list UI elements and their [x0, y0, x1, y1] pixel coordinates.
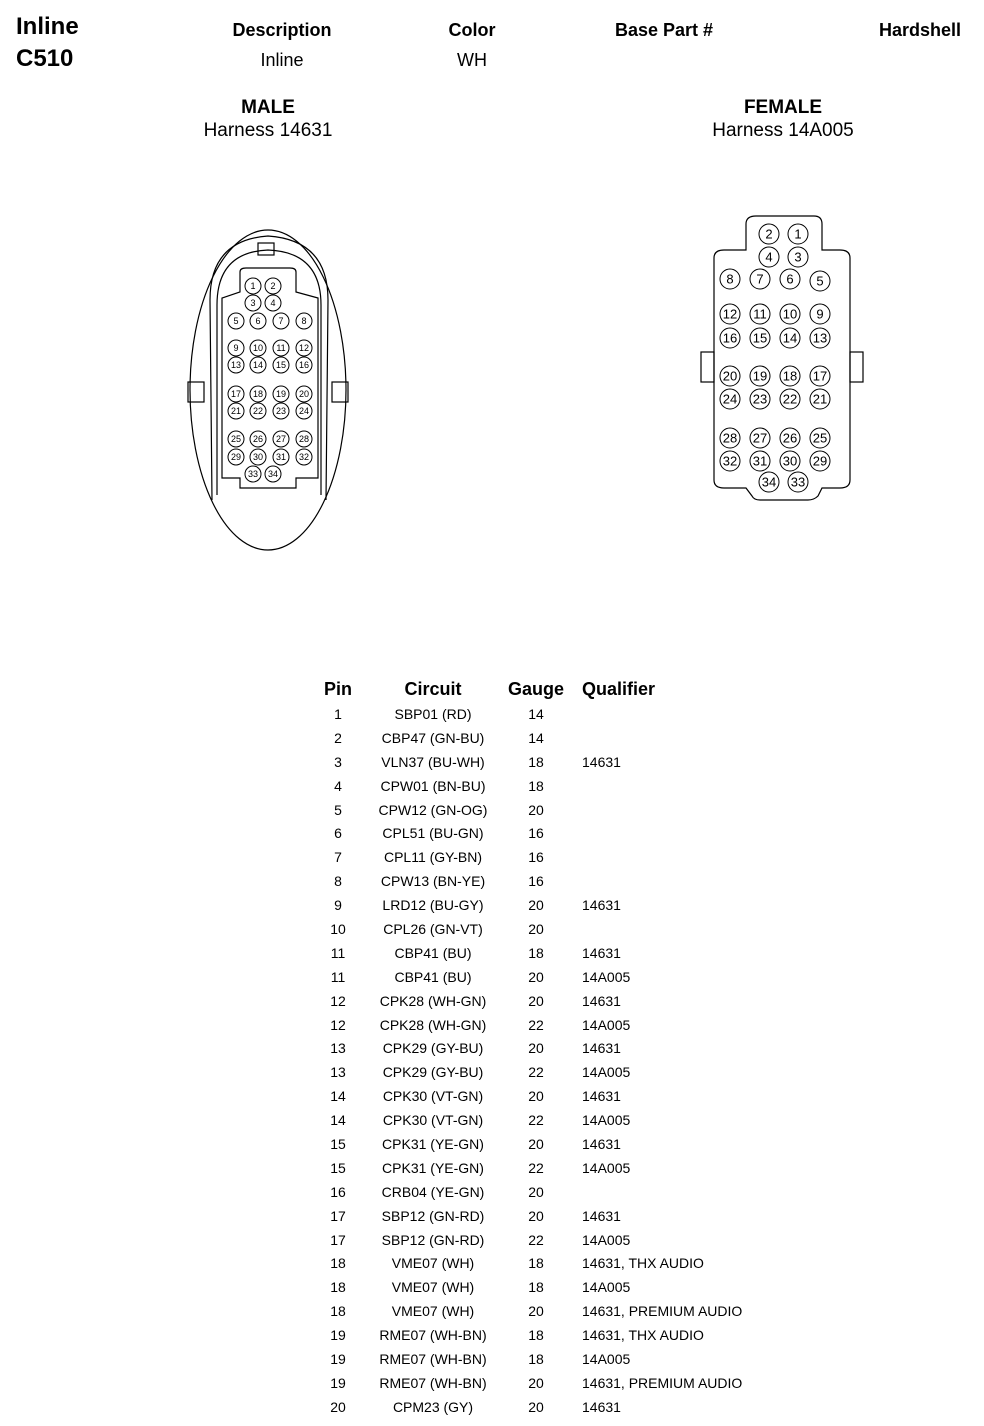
pin-number: 23	[275, 406, 287, 417]
gauge-cell: 20	[528, 1303, 544, 1320]
pin-cell: 2	[334, 729, 342, 746]
gauge-cell: 20	[528, 968, 544, 985]
pin-number: 1	[250, 281, 256, 292]
gauge-cell: 22	[528, 1064, 544, 1081]
pin-number: 5	[816, 273, 824, 289]
header-circuit: Circuit	[404, 678, 462, 699]
qualifier-cell	[570, 821, 782, 845]
pin-cell: 18	[330, 1303, 346, 1320]
description-value: Inline	[260, 50, 304, 70]
connector-type: Inline	[16, 13, 79, 40]
pin-cell: 20	[330, 1398, 346, 1415]
pin-cell: 17	[330, 1207, 346, 1224]
pin-number: 31	[752, 453, 768, 469]
male-connector-diagram	[180, 210, 360, 560]
pin-number: 28	[722, 430, 738, 446]
pin-number: 4	[765, 249, 773, 265]
hardshell-label: Hardshell	[878, 20, 962, 40]
pin-cell: 6	[334, 825, 342, 842]
circuit-cell: CPK31 (YE-GN)	[382, 1159, 484, 1176]
circuit-cell: CPL11 (GY-BN)	[383, 849, 483, 866]
pin-number: 11	[753, 306, 767, 322]
pin-number: 15	[275, 360, 287, 371]
circuit-cell: CRB04 (YE-GN)	[381, 1183, 485, 1200]
pin-number: 29	[230, 452, 242, 463]
gauge-cell: 22	[528, 1016, 544, 1033]
pin-number: 12	[722, 306, 738, 322]
circuit-cell: VLN37 (BU-WH)	[381, 753, 485, 770]
circuit-cell: RME07 (WH-BN)	[379, 1350, 487, 1367]
table-row	[312, 1060, 782, 1084]
pin-number: 34	[761, 474, 777, 490]
female-connector-diagram	[695, 210, 870, 510]
gauge-cell: 20	[528, 897, 544, 914]
circuit-cell: CBP47 (GN-BU)	[381, 729, 485, 746]
pin-cell: 10	[330, 920, 346, 937]
qualifier-cell: 14631	[582, 897, 621, 914]
gauge-cell: 18	[528, 753, 544, 770]
table-row	[312, 774, 782, 798]
circuit-cell: RME07 (WH-BN)	[379, 1374, 487, 1391]
pin-number: 2	[765, 226, 773, 242]
circuit-cell: CBP41 (BU)	[394, 944, 472, 961]
pin-number: 13	[230, 360, 242, 371]
circuit-cell: LRD12 (BU-GY)	[382, 897, 484, 914]
table-row	[312, 1347, 782, 1371]
pin-number: 21	[230, 406, 242, 417]
circuit-cell: VME07 (WH)	[391, 1303, 475, 1320]
gauge-cell: 20	[528, 992, 544, 1009]
pin-number: 26	[252, 434, 264, 445]
pin-number: 28	[298, 434, 310, 445]
qualifier-cell	[570, 869, 782, 893]
pin-number: 34	[267, 469, 279, 480]
pin-number: 18	[252, 389, 264, 400]
circuit-cell: CPW12 (GN-OG)	[378, 801, 488, 818]
table-row	[312, 869, 782, 893]
pin-number: 25	[230, 434, 242, 445]
female-pins	[720, 224, 830, 492]
pin-cell: 17	[330, 1231, 346, 1248]
circuit-cell: CPK29 (GY-BU)	[382, 1064, 484, 1081]
table-row	[312, 1180, 782, 1204]
qualifier-cell	[570, 726, 782, 750]
pin-number: 7	[278, 316, 284, 327]
qualifier-cell	[570, 1180, 782, 1204]
circuit-cell: SBP12 (GN-RD)	[381, 1207, 485, 1224]
qualifier-cell: 14631, PREMIUM AUDIO	[582, 1374, 743, 1391]
base-part-label: Base Part #	[614, 20, 714, 40]
header-pin: Pin	[323, 678, 352, 699]
gauge-cell: 22	[528, 1159, 544, 1176]
pin-cell: 7	[334, 849, 342, 866]
table-row	[312, 1251, 782, 1275]
pin-number: 10	[782, 306, 798, 322]
gauge-cell: 14	[528, 729, 544, 746]
pin-number: 11	[276, 343, 286, 354]
gauge-cell: 18	[528, 777, 544, 794]
pin-table-body	[312, 702, 782, 1419]
pin-number: 26	[782, 430, 798, 446]
circuit-cell: CPK28 (WH-GN)	[379, 1016, 487, 1033]
qualifier-cell: 14631	[582, 1207, 621, 1224]
pin-cell: 19	[330, 1327, 346, 1344]
pin-cell: 3	[334, 753, 342, 770]
qualifier-cell	[570, 917, 782, 941]
pin-number: 8	[301, 316, 307, 327]
gauge-cell: 18	[528, 1327, 544, 1344]
pin-number: 22	[782, 391, 798, 407]
pin-cell: 8	[334, 873, 342, 890]
pin-number: 32	[298, 452, 310, 463]
table-row	[312, 726, 782, 750]
gauge-cell: 22	[528, 1112, 544, 1129]
table-row	[312, 750, 782, 774]
circuit-cell: CPK29 (GY-BU)	[382, 1040, 484, 1057]
gauge-cell: 22	[528, 1231, 544, 1248]
pin-cell: 14	[330, 1088, 346, 1105]
gauge-cell: 18	[528, 1350, 544, 1367]
table-row	[312, 821, 782, 845]
circuit-cell: SBP01 (RD)	[394, 705, 472, 722]
pin-number: 6	[786, 271, 794, 287]
table-row	[312, 917, 782, 941]
table-row	[312, 1228, 782, 1252]
table-row	[312, 1156, 782, 1180]
pin-cell: 18	[330, 1255, 346, 1272]
color-value: WH	[457, 50, 487, 70]
circuit-cell: CPW01 (BN-BU)	[380, 777, 486, 794]
male-pins	[228, 278, 312, 482]
gauge-cell: 20	[528, 1040, 544, 1057]
qualifier-cell: 14631	[582, 1398, 621, 1415]
pin-number: 22	[252, 406, 264, 417]
pin-number: 21	[812, 391, 828, 407]
pin-cell: 12	[330, 1016, 346, 1033]
table-row	[312, 1275, 782, 1299]
table-row	[312, 702, 782, 726]
pin-table	[312, 676, 782, 1419]
pin-number: 15	[752, 330, 768, 346]
table-row	[312, 1204, 782, 1228]
circuit-cell: RME07 (WH-BN)	[379, 1327, 487, 1344]
table-row	[312, 1323, 782, 1347]
qualifier-cell: 14A005	[582, 968, 631, 985]
header-gauge: Gauge	[507, 678, 564, 699]
pin-cell: 15	[330, 1159, 346, 1176]
qualifier-cell: 14631, THX AUDIO	[582, 1255, 704, 1272]
pin-number: 23	[752, 391, 768, 407]
pin-number: 6	[255, 316, 261, 327]
pin-number: 24	[298, 406, 310, 417]
circuit-cell: SBP12 (GN-RD)	[381, 1231, 485, 1248]
gauge-cell: 20	[528, 1135, 544, 1152]
male-harness: Harness 14631	[203, 120, 333, 141]
qualifier-cell: 14631	[582, 992, 621, 1009]
pin-number: 24	[722, 391, 738, 407]
pin-cell: 12	[330, 992, 346, 1009]
color-label: Color	[448, 20, 496, 40]
table-row	[312, 1371, 782, 1395]
table-row	[312, 893, 782, 917]
circuit-cell: CPK28 (WH-GN)	[379, 992, 487, 1009]
female-harness: Harness 14A005	[712, 120, 854, 141]
pin-number: 31	[275, 452, 287, 463]
pin-number: 20	[722, 368, 738, 384]
pin-number: 19	[752, 368, 768, 384]
gauge-cell: 18	[528, 1279, 544, 1296]
gauge-cell: 20	[528, 920, 544, 937]
circuit-cell: VME07 (WH)	[391, 1255, 475, 1272]
pin-cell: 16	[330, 1183, 346, 1200]
pin-number: 13	[812, 330, 828, 346]
pin-number: 25	[812, 430, 828, 446]
pin-number: 19	[275, 389, 287, 400]
gauge-cell: 16	[528, 849, 544, 866]
pin-number: 32	[722, 453, 738, 469]
table-row	[312, 1299, 782, 1323]
circuit-cell: CPL26 (GN-VT)	[383, 920, 483, 937]
gauge-cell: 14	[528, 705, 544, 722]
qualifier-cell: 14631, PREMIUM AUDIO	[582, 1303, 743, 1320]
pin-cell: 14	[330, 1112, 346, 1129]
qualifier-cell: 14A005	[582, 1064, 631, 1081]
pin-number: 33	[790, 474, 806, 490]
table-row	[312, 1013, 782, 1037]
gauge-cell: 20	[528, 801, 544, 818]
circuit-cell: VME07 (WH)	[391, 1279, 475, 1296]
pin-cell: 9	[334, 897, 342, 914]
pin-cell: 11	[330, 968, 346, 985]
table-row	[312, 1108, 782, 1132]
pin-number: 27	[275, 434, 287, 445]
table-row	[312, 1395, 782, 1419]
pin-cell: 18	[330, 1279, 346, 1296]
male-title: MALE	[241, 97, 295, 118]
circuit-cell: CPM23 (GY)	[392, 1398, 474, 1415]
gauge-cell: 18	[528, 1255, 544, 1272]
qualifier-cell	[570, 845, 782, 869]
qualifier-cell: 14631	[582, 1135, 621, 1152]
gauge-cell: 20	[528, 1207, 544, 1224]
pin-cell: 19	[330, 1350, 346, 1367]
connector-id: C510	[16, 45, 74, 72]
pin-number: 20	[298, 389, 310, 400]
qualifier-cell: 14A005	[582, 1279, 631, 1296]
circuit-cell: CPW13 (BN-YE)	[380, 873, 486, 890]
gauge-cell: 20	[528, 1088, 544, 1105]
pin-number: 10	[252, 343, 264, 354]
pin-number: 16	[298, 360, 310, 371]
circuit-cell: CPK30 (VT-GN)	[382, 1112, 484, 1129]
qualifier-cell	[570, 798, 782, 822]
pin-cell: 13	[330, 1064, 346, 1081]
gauge-cell: 16	[528, 873, 544, 890]
qualifier-cell: 14A005	[582, 1112, 631, 1129]
description-label: Description	[232, 20, 332, 40]
pin-number: 30	[782, 453, 798, 469]
qualifier-cell: 14631	[582, 1040, 621, 1057]
qualifier-cell	[570, 774, 782, 798]
pin-cell: 4	[334, 777, 342, 794]
female-title: FEMALE	[743, 97, 823, 118]
pin-number: 2	[270, 281, 276, 292]
table-row	[312, 989, 782, 1013]
pin-cell: 15	[330, 1135, 346, 1152]
table-row	[312, 941, 782, 965]
pin-number: 3	[250, 298, 256, 309]
pin-number: 12	[298, 343, 310, 354]
pin-number: 14	[252, 360, 264, 371]
pin-number: 7	[756, 271, 764, 287]
qualifier-cell: 14631	[582, 1088, 621, 1105]
circuit-cell: CPK30 (VT-GN)	[382, 1088, 484, 1105]
pin-number: 9	[816, 306, 824, 322]
circuit-cell: CPL51 (BU-GN)	[382, 825, 484, 842]
pin-number: 8	[726, 271, 734, 287]
gauge-cell: 16	[528, 825, 544, 842]
pin-number: 27	[752, 430, 768, 446]
gauge-cell: 20	[528, 1398, 544, 1415]
qualifier-cell: 14A005	[582, 1016, 631, 1033]
circuit-cell: CBP41 (BU)	[394, 968, 472, 985]
pin-cell: 19	[330, 1374, 346, 1391]
pin-table-header	[312, 676, 782, 702]
qualifier-cell: 14A005	[582, 1231, 631, 1248]
qualifier-cell: 14631	[582, 753, 621, 770]
table-row	[312, 845, 782, 869]
pin-number: 5	[233, 316, 239, 327]
pin-number: 17	[812, 368, 828, 384]
gauge-cell: 20	[528, 1374, 544, 1391]
table-row	[312, 965, 782, 989]
gauge-cell: 18	[528, 944, 544, 961]
gauge-cell: 20	[528, 1183, 544, 1200]
table-row	[312, 1036, 782, 1060]
pin-cell: 13	[330, 1040, 346, 1057]
pin-number: 29	[812, 453, 828, 469]
circuit-cell: CPK31 (YE-GN)	[382, 1135, 484, 1152]
qualifier-cell: 14631, THX AUDIO	[582, 1327, 704, 1344]
pin-number: 17	[230, 389, 242, 400]
pin-number: 3	[794, 249, 802, 265]
qualifier-cell	[570, 702, 782, 726]
pin-cell: 5	[334, 801, 342, 818]
pin-number: 16	[722, 330, 738, 346]
table-row	[312, 798, 782, 822]
header-qualifier: Qualifier	[582, 678, 656, 699]
qualifier-cell: 14631	[582, 944, 621, 961]
table-row	[312, 1084, 782, 1108]
table-row	[312, 1132, 782, 1156]
qualifier-cell: 14A005	[582, 1350, 631, 1367]
qualifier-cell: 14A005	[582, 1159, 631, 1176]
pin-number: 9	[233, 343, 239, 354]
pin-number: 14	[782, 330, 798, 346]
pin-number: 4	[270, 298, 276, 309]
pin-number: 30	[252, 452, 264, 463]
pin-cell: 1	[334, 705, 342, 722]
pin-number: 33	[247, 469, 259, 480]
pin-number: 1	[794, 226, 802, 242]
pin-number: 18	[782, 368, 798, 384]
pin-cell: 11	[330, 944, 346, 961]
